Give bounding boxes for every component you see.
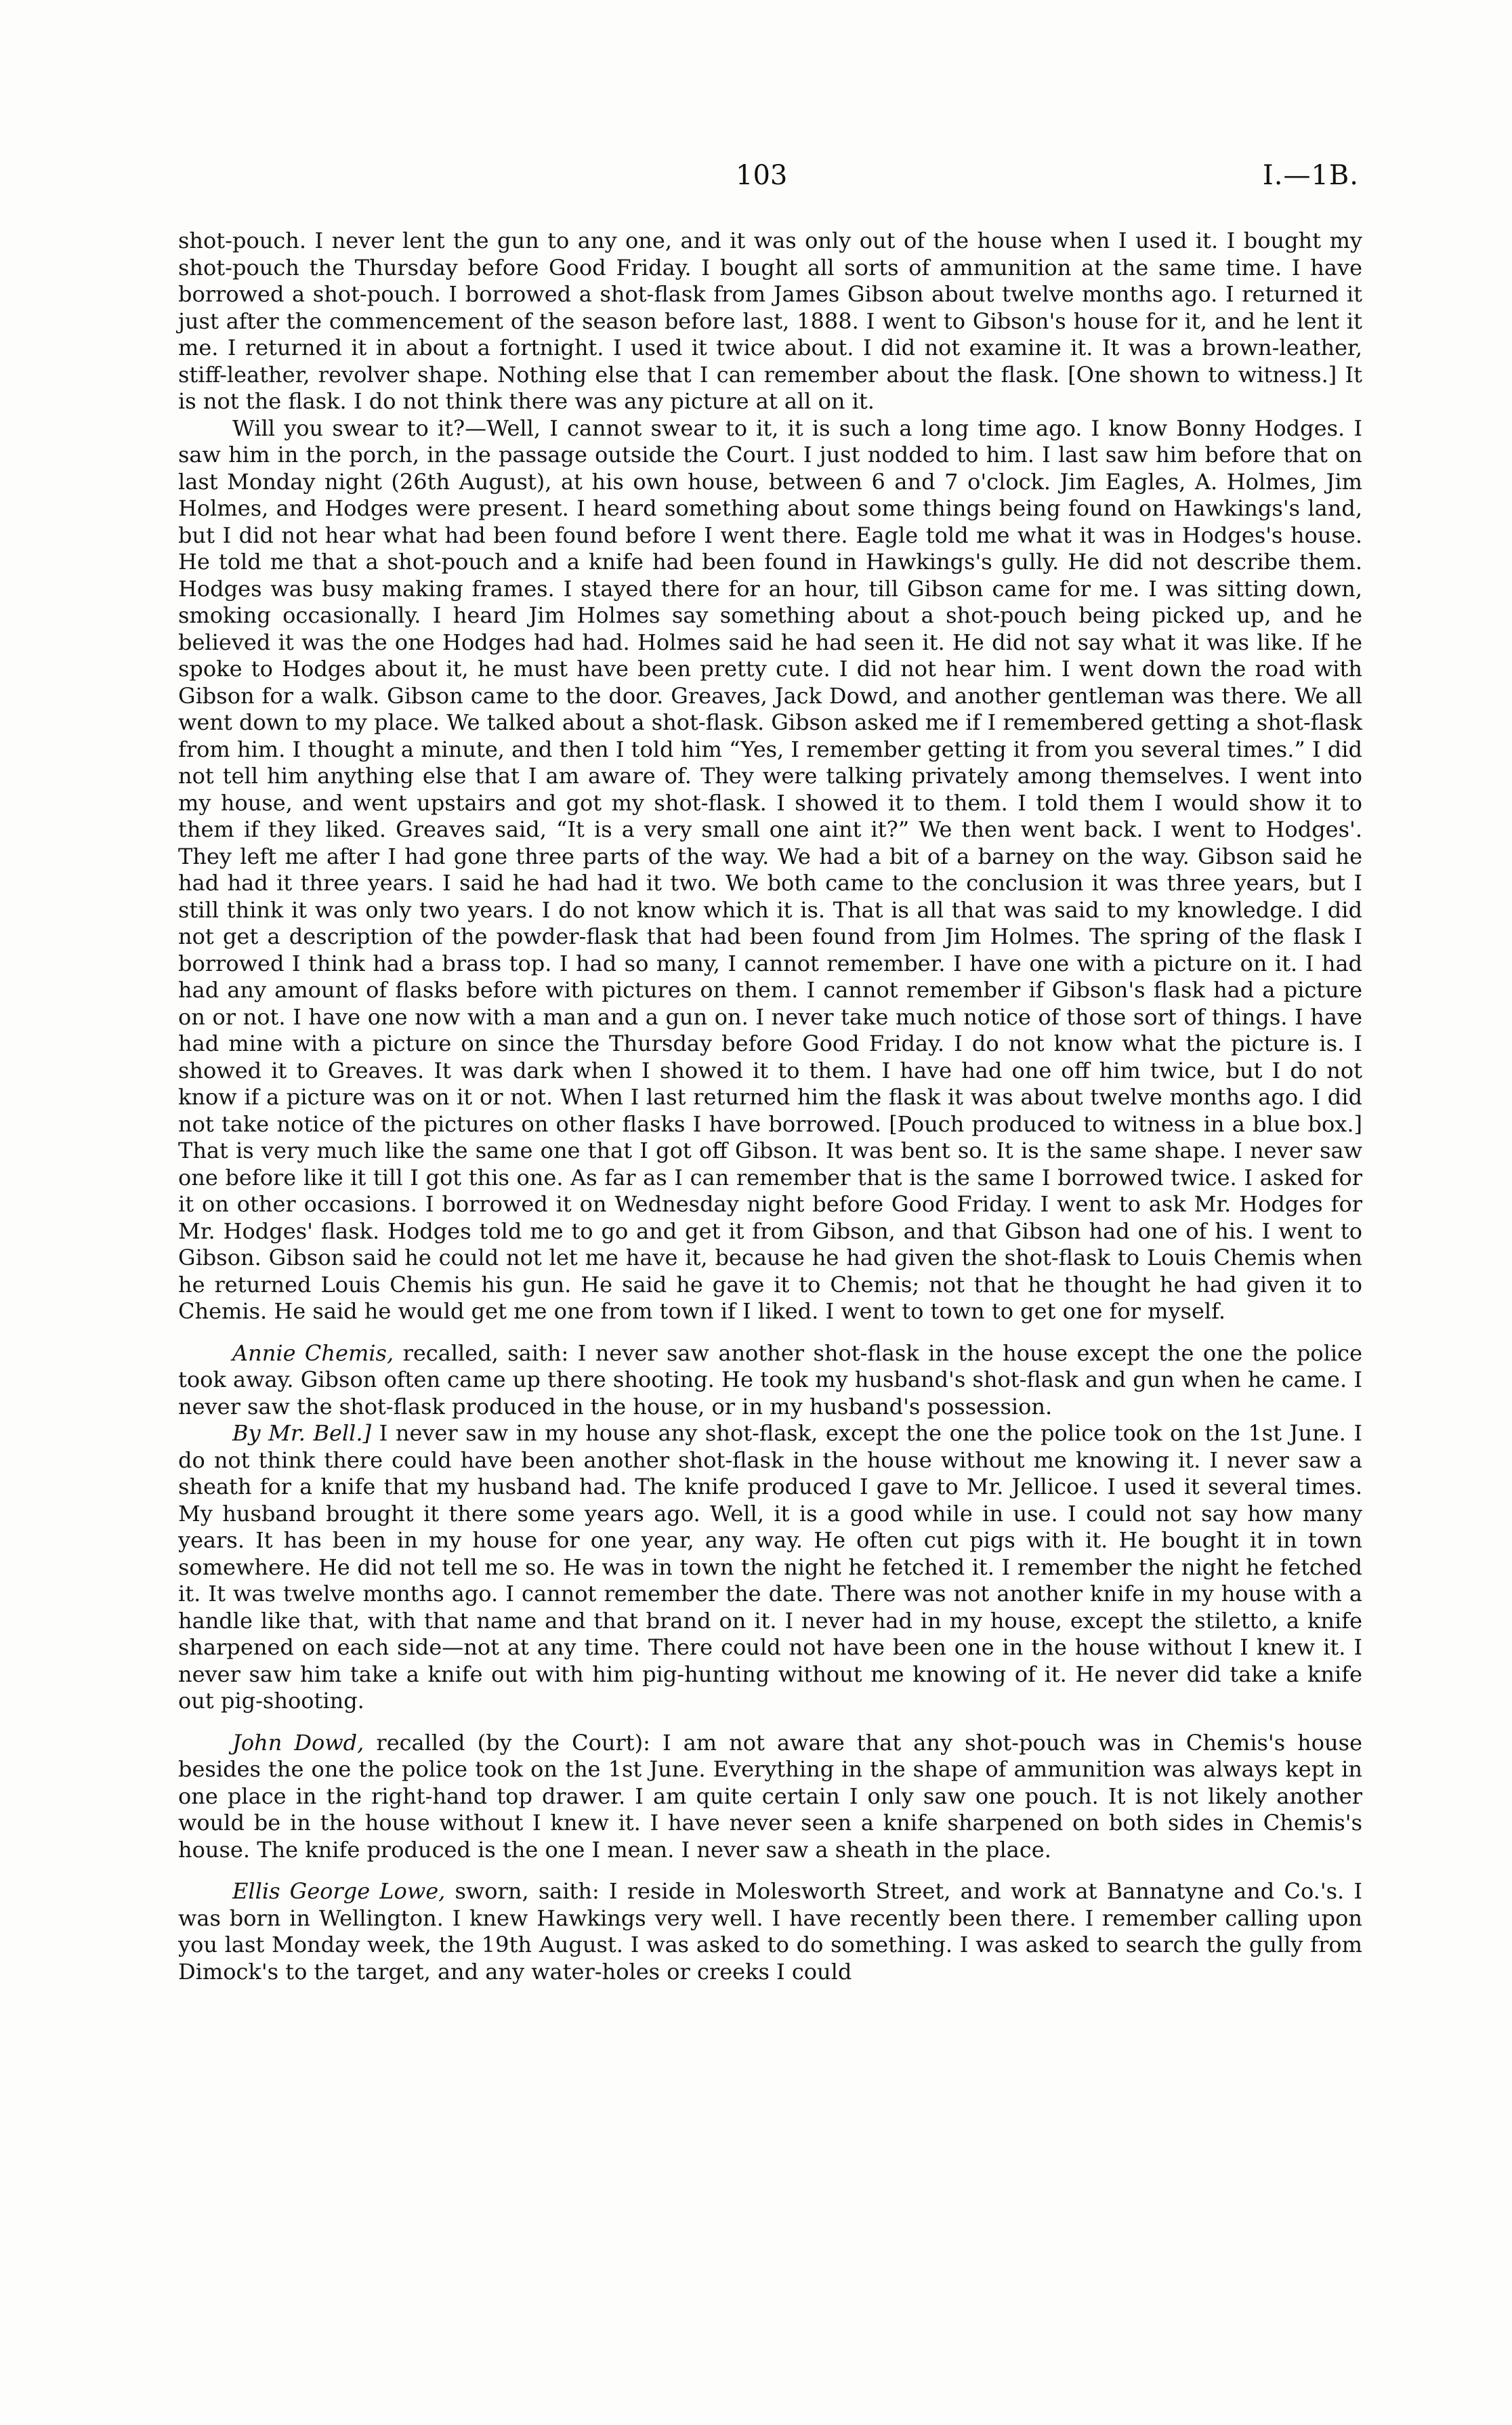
page-number: 103: [736, 160, 788, 191]
witness-attribution: recalled, saith:: [394, 1340, 578, 1366]
examination-by-mr-bell: [178, 1420, 1362, 1715]
witness-attribution: sworn, saith:: [445, 1878, 609, 1904]
witness-name: Ellis George Lowe,: [232, 1878, 446, 1904]
page-header: [0, 160, 1512, 201]
testimony-text: I am not aware that any shot-pouch was in Chemis's house besides the one the police took on the 1st June. Everything in the shape of ammunition was always kept in one place in the right-hand top drawer. I am quite certain I only saw one pouch. It is not likely another would be in the house without I knew it. I have never seen a knife sharpened on both sides in Chemis's house. The knife produced is the one I mean. I never saw a sheath in the place.: [178, 1729, 1363, 1863]
testimony-ellis-george-lowe: [178, 1878, 1362, 1985]
testimony-annie-chemis: [178, 1340, 1362, 1421]
witness-name: John Dowd,: [232, 1729, 364, 1756]
witness-name: Annie Chemis,: [232, 1340, 394, 1366]
testimony-text: I reside in Molesworth Street, and work at Bannatyne and Co.'s. I was born in Wellington. I knew Hawkings very well. I have recently been there. I remember calling upon you last Monday week, the 19th August. I was asked to do something. I was asked to search the gully from Dimock's to the target, and any water-holes or creeks I could: [178, 1878, 1363, 1985]
page-body: [178, 228, 1362, 1985]
document-reference: I.—1B.: [1262, 160, 1359, 191]
testimony-john-dowd: [178, 1730, 1362, 1864]
paragraph-swear: Will you swear to it?—Well, I cannot swear to it, it is such a long time ago. I know Bonny Hodges. I saw him in the porch, in the passage outside the Court. I just nodded to him. I last saw him before that on last Monday night (26th August), at his own house, between 6 and 7 o'clock. Jim Eagles, A. Holmes, Jim Holmes, and Hodges were present. I heard something about some things being found on Hawkings's land, but I did not hear what had been found before I went there. Eagle told me what it was in Hodges's house. He told me that a shot-pouch and a knife had been found in Hawkings's gully. He did not describe them. Hodges was busy making frames. I stayed there for an hour, till Gibson came for me. I was sitting down, smoking occasionally. I heard Jim Holmes say something about a shot-pouch being picked up, and he believed it was the one Hodges had had. Holmes said he had seen it. He did not say what it was like. If he spoke to Hodges about it, he must have been pretty cute. I did not hear him. I went down the road with Gibson for a walk. Gibson came to the door. Greaves, Jack Dowd, and another gentleman was there. We all went down to my place. We talked about a shot-flask. Gibson asked me if I remembered getting a shot-flask from him. I thought a minute, and then I told him “Yes, I remember getting it from you several times.” I did not tell him anything else that I am aware of. They were talking privately among themselves. I went into my house, and went upstairs and got my shot-flask. I showed it to them. I told them I would show it to them if they liked. Greaves said, “It is a very small one aint it?” We then went back. I went to Hodges'. They left me after I had gone three parts of the way. We had a bit of a barney on the way. Gibson said he had had it three years. I said he had had it two. We both came to the conclusion it was three years, but I still think it was only two years. I do not know which it is. That is all that was said to my knowledge. I did not get a description of the powder-flask that had been found from Jim Holmes. The spring of the flask I borrowed I think had a brass top. I had so many, I cannot remember. I have one with a picture on it. I had had any amount of flasks before with pictures on them. I cannot remember if Gibson's flask had a picture on or not. I have one now with a man and a gun on. I never take much notice of those sort of things. I have had mine with a picture on since the Thursday before Good Friday. I do not know what the picture is. I showed it to Greaves. It was dark when I showed it to them. I have had one off him twice, but I do not know if a picture was on it or not. When I last returned him the flask it was about twelve months ago. I did not take notice of the pictures on other flasks I have borrowed. [Pouch produced to witness in a blue box.] That is very much like the same one that I got off Gibson. It was bent so. It is the same shape. I never saw one before like it till I got this one. As far as I can remember that is the same I borrowed twice. I asked for it on other occasions. I borrowed it on Wednesday night before Good Friday. I went to ask Mr. Hodges for Mr. Hodges' flask. Hodges told me to go and get it from Gibson, and that Gibson had one of his. I went to Gibson. Gibson said he could not let me have it, because he had given the shot-flask to Louis Chemis when he returned Louis Chemis his gun. He said he gave it to Chemis; not that he thought he had given it to Chemis. He said he would get me one from town if I liked. I went to town to get one for myself.: [178, 415, 1362, 1324]
testimony-text: I never saw in my house any shot-flask, except the one the police took on the 1st June. I do not think there could have been another shot-flask in the house without me knowing it. I never saw a sheath for a knife that my husband had. The knife produced I gave to Mr. Jellicoe. I used it several times. My husband brought it there some years ago. Well, it is a good while in use. I could not say how many years. It has been in my house for one year, any way. He often cut pigs with it. He bought it in town somewhere. He did not tell me so. He was in town the night he fetched it. I remember the night he fetched it. It was twelve months ago. I cannot remember the date. There was not another knife in my house with a handle like that, with that name and that brand on it. I never had in my house, except the stiletto, a knife sharpened on each side—not at any time. There could not have been one in the house without I knew it. I never saw him take a knife out with him pig-hunting without me knowing of it. He never did take a knife out pig-shooting.: [178, 1420, 1363, 1714]
paragraph-shot-pouch: shot-pouch. I never lent the gun to any one, and it was only out of the house when I used it. I bought my shot-pouch the Thursday before Good Friday. I bought all sorts of ammunition at the same time. I have borrowed a shot-pouch. I borrowed a shot-flask from James Gibson about twelve months ago. I returned it just after the commencement of the season before last, 1888. I went to Gibson's house for it, and he lent it me. I returned it in about a fortnight. I used it twice about. I did not examine it. It was a brown-leather, stiff-leather, revolver shape. Nothing else that I can remember about the flask. [One shown to witness.] It is not the flask. I do not think there was any picture at all on it.: [178, 228, 1362, 414]
witness-attribution: recalled (by the Court):: [364, 1729, 663, 1756]
examiner-label: By Mr. Bell.]: [232, 1420, 372, 1446]
testimony-text: I never saw another shot-flask in the house except the one the police took away. Gibson often came up there shooting. He took my husband's shot-flask and gun when he came. I never saw the shot-flask produced in the house, or in my husband's possession.: [178, 1340, 1363, 1419]
